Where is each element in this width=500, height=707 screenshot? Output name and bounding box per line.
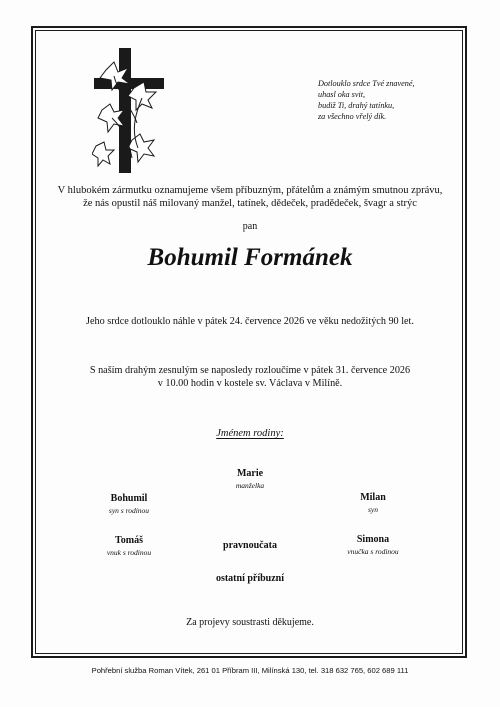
announcement-line: V hlubokém zármutku oznamujeme všem příbuzným, přátelům a známým smutnou zprávu, [57,185,443,196]
family-member-wife [190,467,310,492]
member-role: vnuk s rodinou [106,548,152,557]
funeral-line: v 10.00 hodin v kostele sv. Václava v Milíně. [157,378,343,389]
title-word: pan [242,221,258,232]
announcement-line: že nás opustil náš milovaný manžel, tatínek, dědeček, pradědeček, švagr a strýc [83,198,417,209]
death-notice: Jeho srdce dotlouklo náhle v pátek 24. července 2026 ve věku nedožitých 90 let. [86,316,414,327]
funeral-notice [40,364,460,390]
poem-line: Dotlouklo srdce Tvé znavené, [318,79,415,88]
member-name: Bohumil [110,493,148,504]
member-name: Milan [360,492,386,503]
on-behalf-text: Jménem rodiny: [216,428,284,439]
deceased-name: Bohumil Formánek [147,244,353,271]
thanks-line: Za projevy soustrasti děkujeme. [186,617,314,628]
member-role: manželka [235,481,265,490]
family-member-son-bohumil [69,492,189,517]
member-name: Simona [356,534,390,545]
poem-line: za všechno vřelý dík. [318,112,387,121]
member-role: vnučka s rodinou [347,547,399,556]
poem-line: uhasl oka svit, [318,90,366,99]
other-relatives: ostatní příbuzní [215,573,285,584]
member-name: Tomáš [115,535,143,546]
on-behalf-heading [0,428,500,439]
great-grandchildren: pravnoučata [223,540,277,551]
member-role: syn [368,505,378,514]
family-member-son-milan [313,491,433,516]
funeral-line: S naším drahým zesnulým se naposledy rozloučíme v pátek 31. července 2026 [89,365,411,376]
announcement-text [40,184,460,210]
funeral-service-footer: Pohřební služba Roman Vítek, 261 01 Příbram III, Milínská 130, tel. 318 632 765, 602 689 111 [91,666,409,675]
family-member-granddaughter [313,533,433,558]
member-name: Marie [236,468,264,479]
poem [318,78,458,122]
member-role: syn s rodinou [108,506,150,515]
cross-with-lilies-icon [92,48,167,173]
poem-line: budiž Ti, drahý tatínku, [318,101,395,110]
